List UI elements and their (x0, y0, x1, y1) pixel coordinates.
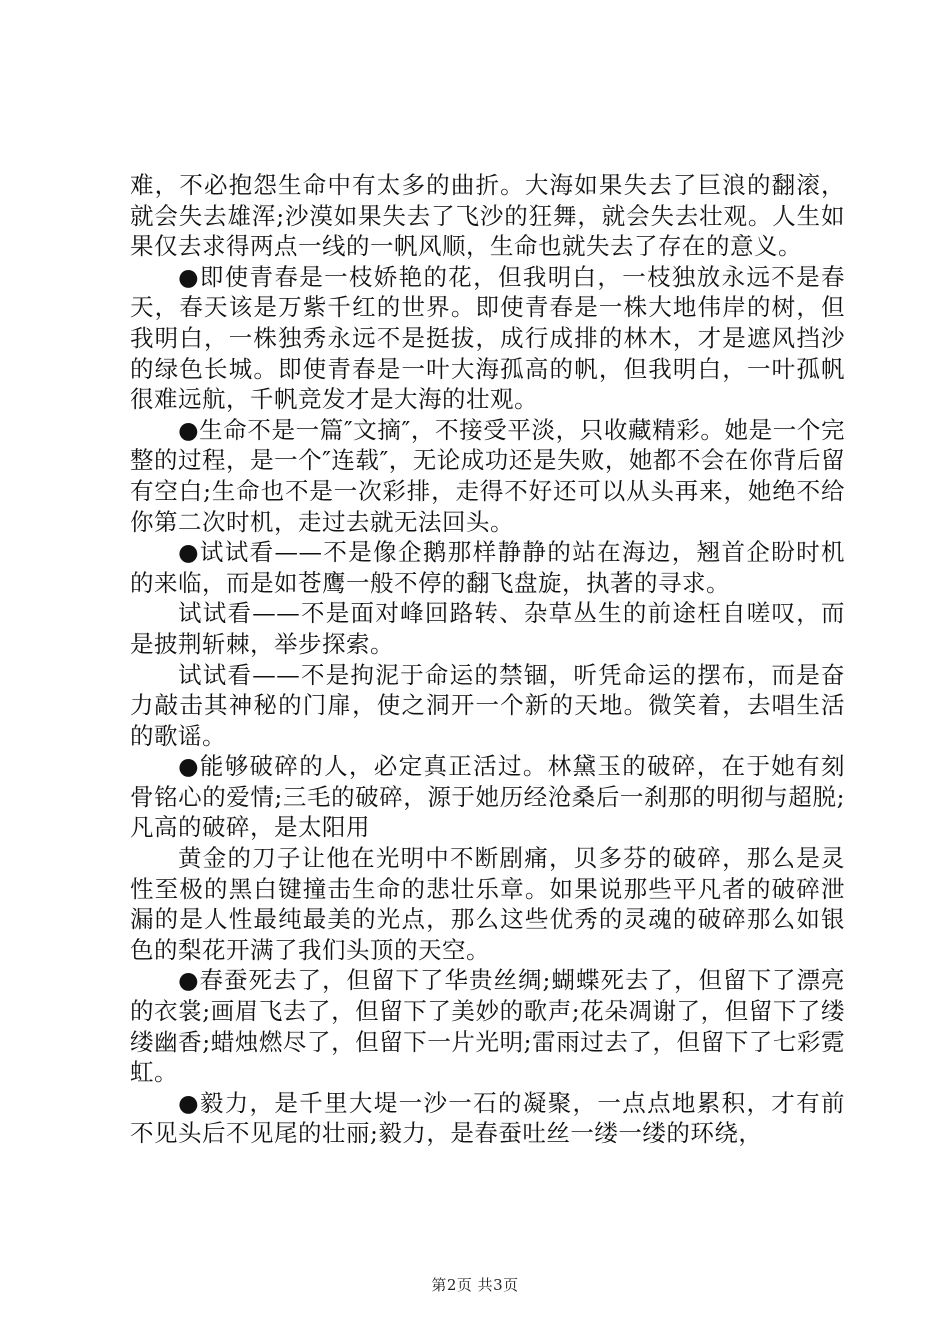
paragraph-6: 试试看——不是拘泥于命运的禁锢，听凭命运的摆布，而是奋力敲击其神秘的门扉，使之洞开一个新的天地。微笑着，去唱生活的歌谣。 (130, 660, 845, 750)
paragraph-8: 黄金的刀子让他在光明中不断剧痛，贝多芬的破碎，那么是灵性至极的黑白键撞击生命的悲壮乐章。如果说那些平凡者的破碎泄漏的是人性最纯最美的光点，那么这些优秀的灵魂的破碎那么如银色的梨花开满了我们头顶的天空。 (130, 844, 845, 964)
document-body (130, 170, 845, 1149)
paragraph-9: ●春蚕死去了，但留下了华贵丝绸;蝴蝶死去了，但留下了漂亮的衣裳;画眉飞去了，但留下了美妙的歌声;花朵凋谢了，但留下了缕缕幽香;蜡烛燃尽了，但留下一片光明;雷雨过去了，但留下了七彩霓虹。 (130, 966, 845, 1087)
paragraph-1: 难，不必抱怨生命中有太多的曲折。大海如果失去了巨浪的翻滚，就会失去雄浑;沙漠如果失去了飞沙的狂舞，就会失去壮观。人生如果仅去求得两点一线的一帆风顺，生命也就失去了存在的意义。 (130, 171, 845, 261)
paragraph-10: ●毅力，是千里大堤一沙一石的凝聚，一点点地累积，才有前不见头后不见尾的壮丽;毅力，是春蚕吐丝一缕一缕的环绕， (130, 1088, 845, 1148)
paragraph-7: ●能够破碎的人，必定真正活过。林黛玉的破碎，在于她有刻骨铭心的爱情;三毛的破碎，源于她历经沧桑后一刹那的明彻与超脱;凡高的破碎，是太阳用 (130, 752, 845, 842)
paragraph-4: ●试试看——不是像企鹅那样静静的站在海边，翘首企盼时机的来临，而是如苍鹰一般不停的翻飞盘旋，执著的寻求。 (130, 538, 845, 597)
page-number-footer: 第2页 共3页 (431, 1276, 519, 1294)
paragraph-5: 试试看——不是面对峰回路转、杂草丛生的前途枉自嗟叹，而是披荆斩棘，举步探索。 (130, 599, 845, 658)
paragraph-2: ●即使青春是一枝娇艳的花，但我明白，一枝独放永远不是春天，春天该是万紫千红的世界。即使青春是一株大地伟岸的树，但我明白，一株独秀永远不是挺拔，成行成排的林木，才是遮风挡沙的绿色长城。即使青春是一叶大海孤高的帆，但我明白，一叶孤帆很难远航，千帆竞发才是大海的壮观。 (130, 262, 845, 414)
paragraph-3: ●生命不是一篇″文摘″，不接受平淡，只收藏精彩。她是一个完整的过程，是一个″连载″，无论成功还是失败，她都不会在你背后留有空白;生命也不是一次彩排，走得不好还可以从头再来，她绝不给你第二次时机，走过去就无法回头。 (130, 415, 845, 536)
